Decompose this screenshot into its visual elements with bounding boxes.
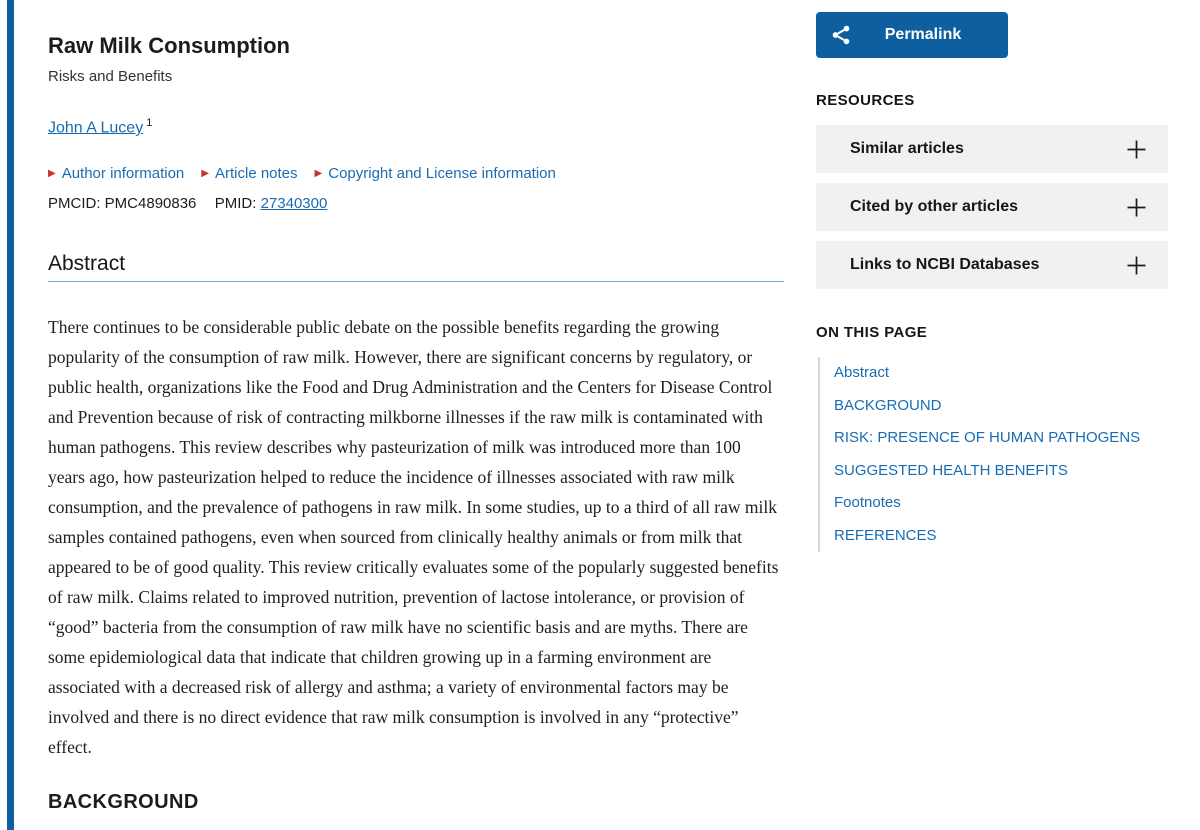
disclosure-arrow-icon: ▶ <box>201 168 209 180</box>
article-ids-row <box>48 195 784 213</box>
accordion-links-to-ncbi-databases[interactable] <box>816 241 1168 289</box>
on-this-page-link-suggested-health-benefits[interactable]: SUGGESTED HEALTH BENEFITS <box>834 461 1068 479</box>
plus-icon <box>1127 198 1146 217</box>
author-affiliation-superscript: 1 <box>146 117 153 129</box>
pmid-link[interactable]: 27340300 <box>260 195 328 213</box>
pmcid-label: PMCID: <box>48 195 101 213</box>
on-this-page-link-footnotes[interactable]: Footnotes <box>834 494 901 511</box>
copyright-license-link[interactable] <box>315 165 556 183</box>
permalink-button[interactable] <box>816 12 1008 58</box>
share-icon <box>830 24 852 46</box>
left-accent-bar <box>7 0 14 830</box>
author-information-link[interactable] <box>48 165 184 183</box>
article-notes-link[interactable] <box>201 165 297 183</box>
pmid-label: PMID: <box>214 195 257 213</box>
author-row <box>48 113 784 138</box>
resources-panels <box>816 125 1168 289</box>
article-main <box>48 0 784 814</box>
background-heading: BACKGROUND <box>48 791 199 814</box>
sidebar <box>816 0 1168 552</box>
article-notes-label: Article notes <box>214 165 298 183</box>
on-this-page-nav <box>818 357 1168 552</box>
on-this-page-link-background[interactable]: BACKGROUND <box>834 396 942 414</box>
article-subtitle: Risks and Benefits <box>48 68 173 85</box>
on-this-page-heading: ON THIS PAGE <box>816 324 928 341</box>
plus-icon <box>1127 140 1146 159</box>
accordion-label: Cited by other articles <box>850 198 1019 215</box>
abstract-heading: Abstract <box>48 252 784 282</box>
accordion-cited-by-other-articles[interactable] <box>816 183 1168 231</box>
permalink-button-label: Permalink <box>884 26 962 43</box>
disclosure-arrow-icon: ▶ <box>314 168 323 180</box>
page-title: Raw Milk Consumption <box>48 33 290 58</box>
author-information-label: Author information <box>61 165 185 183</box>
accordion-label: Links to NCBI Databases <box>850 256 1040 273</box>
plus-icon <box>1127 256 1146 275</box>
on-this-page-link-references[interactable]: REFERENCES <box>834 526 937 544</box>
author-link[interactable]: John A Lucey <box>48 119 144 137</box>
accordion-label: Similar articles <box>850 140 964 157</box>
on-this-page-link-risk[interactable]: RISK: PRESENCE OF HUMAN PATHOGENS <box>834 429 1141 446</box>
on-this-page-link-abstract[interactable]: Abstract <box>834 364 890 381</box>
abstract-text: There continues to be considerable public debate on the possible benefits regarding the growing popularity of the consumption of raw milk. However, there are significant concerns by regulatory, or public health, organizations like the Food and Drug Administration and the Centers for Disease Control and Prevention because of risk of contracting milkborne illnesses if the raw milk is contaminated with human pathogens. This review describes why pasteurization of milk was introduced more than 100 years ago, how pasteurization helped to reduce the incidence of illnesses associated with raw milk consumption, and the prevalence of pathogens in raw milk. In some studies, up to a third of all raw milk samples contained pathogens, even when sourced from clinically healthy animals or from milk that appeared to be of good quality. This review critically evaluates some of the popularly suggested benefits of raw milk. Claims related to improved nutrition, prevention of lactose intolerance, or provision of “good” bacteria from the consumption of raw milk have no scientific basis and are myths. There are some epidemiological data that indicate that children growing up in a farming environment are associated with a decreased risk of allergy and asthma; a variety of environmental factors may be involved and there is no direct evidence that raw milk consumption is involved in any “protective” effect. <box>48 317 779 758</box>
disclosure-arrow-icon: ▶ <box>48 168 56 180</box>
pmcid-value: PMC4890836 <box>104 195 197 213</box>
accordion-similar-articles[interactable] <box>816 125 1168 173</box>
article-info-links <box>48 165 784 183</box>
resources-heading: RESOURCES <box>816 92 915 109</box>
copyright-license-label: Copyright and License information <box>328 165 556 183</box>
